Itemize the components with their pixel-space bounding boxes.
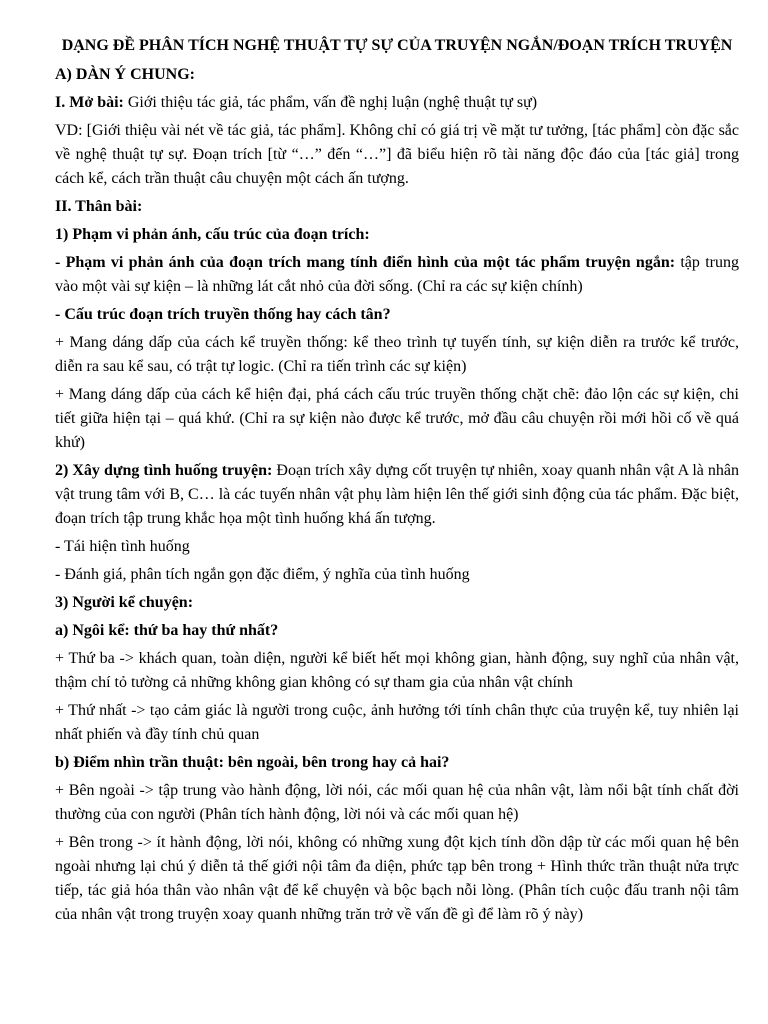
mo-bai-paragraph (55, 91, 739, 115)
heading-3b: b) Điểm nhìn trần thuật: bên ngoài, bên trong hay cả hai? (55, 754, 450, 771)
cau-truc-heading: - Cấu trúc đoạn trích truyền thống hay cách tân? (55, 306, 391, 323)
section-a-heading: A) DÀN Ý CHUNG: (55, 66, 195, 83)
thu-nhat-paragraph: + Thứ nhất -> tạo cảm giác là người trong cuộc, ảnh hưởng tới tính chân thực của truyện kể, tuy nhiên lại nhất phiến và đầy tính chủ quan (55, 702, 739, 743)
vd-paragraph: VD: [Giới thiệu vài nét về tác giả, tác phẩm]. Không chỉ có giá trị về mặt tư tưởng, [tác phẩm] còn đặc sắc về nghệ thuật tự sự. Đoạn trích [từ “…” đến “…”] đã biểu hiện rõ tài năng độc đáo của [tác giả] trong cách kể, cách trần thuật câu chuyện một cách ấn tượng. (55, 122, 739, 187)
mo-bai-text: Giới thiệu tác giả, tác phẩm, vấn đề nghị luận (nghệ thuật tự sự) (123, 94, 538, 111)
heading-1: 1) Phạm vi phản ánh, cấu trúc của đoạn trích: (55, 226, 370, 243)
heading-3a: a) Ngôi kể: thứ ba hay thứ nhất? (55, 622, 279, 639)
heading-3: 3) Người kể chuyện: (55, 594, 194, 611)
document-page (55, 34, 739, 931)
tinh-huong-text: Đoạn trích xây dựng cốt truyện tự nhiên, xoay quanh nhân vật A là nhân vật trung tâm với B, C… là các tuyến nhân vật phụ làm hiện lên thế giới sinh động của tác phẩm. Đặc biệt, đoạn trích tập trung khắc họa một tình huống khá ấn tượng. (55, 462, 740, 527)
danh-gia-item: - Đánh giá, phân tích ngắn gọn đặc điểm, ý nghĩa của tình huống (55, 566, 470, 583)
pham-vi-paragraph (55, 251, 739, 299)
tinh-huong-paragraph (55, 459, 739, 531)
hien-dai-paragraph: + Mang dáng dấp của cách kể hiện đại, phá cách cấu trúc truyền thống chặt chẽ: đảo lộn các sự kiện, chi tiết giữa hiện tại – quá khứ. (Chỉ ra sự kiện nào được kể trước, mở đầu câu chuyện rồi mới hồi cố về quá khứ) (55, 386, 739, 451)
thu-ba-paragraph: + Thứ ba -> khách quan, toàn diện, người kể biết hết mọi không gian, hành động, suy nghĩ của nhân vật, thậm chí tỏ tường cả những không gian không có sự tham gia của nhân vật chính (55, 650, 739, 691)
mo-bai-label: I. Mở bài: (55, 94, 124, 111)
truyen-thong-paragraph: + Mang dáng dấp của cách kể truyền thống: kể theo trình tự tuyến tính, sự kiện diễn ra trước kể trước, diễn ra sau kể sau, có trật tự logic. (Chỉ ra tiến trình các sự kiện) (55, 334, 739, 375)
tai-hien-item: - Tái hiện tình huống (55, 538, 190, 555)
pham-vi-text: tập trung vào một vài sự kiện – là những lát cắt nhỏ của đời sống. (Chỉ ra các sự kiện chính) (55, 254, 739, 295)
pham-vi-label: - Phạm vi phản ánh của đoạn trích mang tính điển hình của một tác phẩm truyện ngắn: (55, 254, 676, 271)
than-bai-heading: II. Thân bài: (55, 198, 143, 215)
document-title: DẠNG ĐỀ PHÂN TÍCH NGHỆ THUẬT TỰ SỰ CỦA TRUYỆN NGẮN/ĐOẠN TRÍCH TRUYỆN (61, 37, 733, 54)
ben-trong-paragraph: + Bên trong -> ít hành động, lời nói, không có những xung đột kịch tính dồn dập từ các mối quan hệ bên ngoài nhưng lại chú ý diễn tả thế giới nội tâm đa diện, phức tạp bên trong + Hình thức trần thuật nửa trực tiếp, tác giả hóa thân vào nhân vật để kể chuyện và bộc bạch nỗi lòng. (Phân tích cuộc đấu tranh nội tâm của nhân vật trong truyện xoay quanh những trăn trở về vấn đề gì để làm rõ ý này) (55, 834, 739, 923)
tinh-huong-label: 2) Xây dựng tình huống truyện: (55, 462, 273, 479)
ben-ngoai-paragraph: + Bên ngoài -> tập trung vào hành động, lời nói, các mối quan hệ của nhân vật, làm nổi bật tính chất đời thường của con người (Phân tích hành động, lời nói và các mối quan hệ) (55, 782, 739, 823)
